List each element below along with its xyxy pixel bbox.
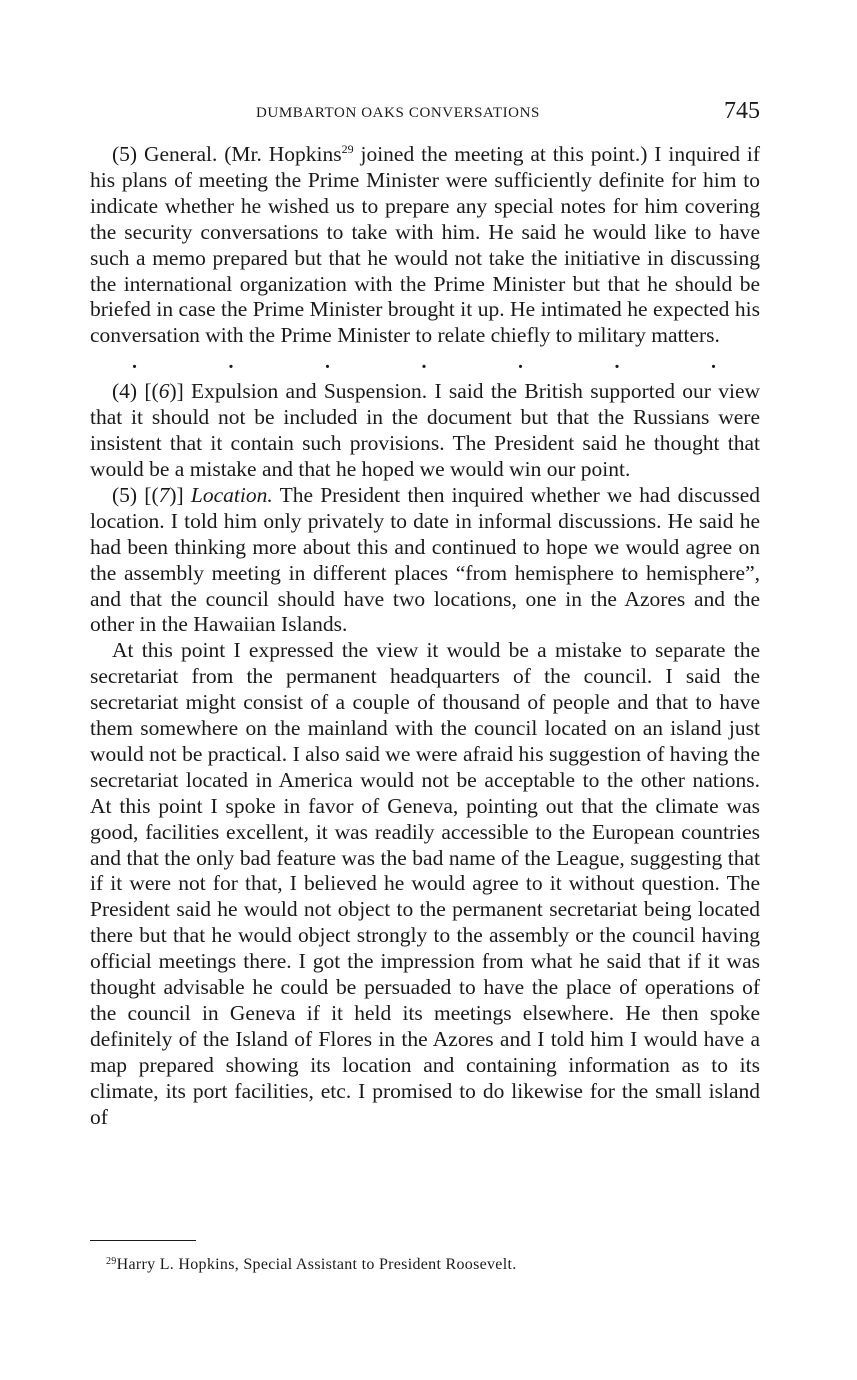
omission-dot: . bbox=[228, 351, 234, 374]
page-header bbox=[90, 98, 760, 128]
omission-dot: . bbox=[132, 351, 137, 374]
paragraph-location bbox=[90, 483, 760, 638]
paragraph-location-bracket: )] bbox=[169, 482, 191, 507]
paragraph-location-lead: (5) [( bbox=[112, 482, 159, 507]
omission-dot: . bbox=[325, 351, 330, 374]
omission-dots bbox=[90, 349, 760, 379]
running-head: DUMBARTON OAKS CONVERSATIONS bbox=[256, 105, 540, 121]
footnote-mark: 29 bbox=[106, 1256, 117, 1267]
footnote-reference: 29 bbox=[341, 142, 354, 156]
footnote bbox=[106, 1256, 517, 1274]
footnote-text: Harry L. Hopkins, Special Assistant to President Roosevelt. bbox=[116, 1256, 517, 1273]
paragraph-expulsion-lead: (4) [( bbox=[112, 379, 159, 404]
omission-dot: . bbox=[518, 351, 523, 374]
omission-dot: . bbox=[614, 351, 620, 374]
omission-dot: . bbox=[711, 351, 716, 374]
paragraph-expulsion-text: )] Expulsion and Suspension. I said the British supported our view that it should not be included in the document but that the Russians were insistent that it contain such provisions. The President said he thought that would be a mistake and that he hoped we would win our point. bbox=[90, 379, 761, 481]
body-text bbox=[90, 142, 760, 1131]
footnote-divider bbox=[90, 1240, 196, 1241]
paragraph-location-text: The President then inquired whether we had discussed location. I told him only privately to date in informal discussions. He said he had been thinking more about this and continued to hope we would agree on the assembly meeting in different places “from hemisphere to hemisphere”, and that the council should have two locations, one in the Azores and the other in the Hawaiian Islands. bbox=[90, 482, 760, 637]
page-number: 745 bbox=[724, 98, 760, 124]
paragraph-location-title: Location. bbox=[190, 482, 273, 507]
paragraph-expulsion-number: 6 bbox=[158, 379, 170, 404]
paragraph-secretariat: At this point I expressed the view it would be a mistake to separate the secretariat from the permanent headquarters of the council. I said the secretariat might consist of a couple of thousand of people and that to have them somewhere on the mainland with the council located on an island just would not be practical. I also said we were afraid his suggestion of having the secretariat located in America would not be acceptable to the other nations. At this point I spoke in favor of Geneva, pointing out that the climate was good, facilities excellent, it was readily accessible to the European countries and that the only bad feature was the bad name of the League, suggesting that if it were not for that, I believed he would agree to it without question. The President said he would not object to the permanent secretariat being located there but that he would object strongly to the assembly or the council having official meetings there. I got the impression from what he said that if it was thought advisable he could be persuaded to have the place of operations of the council in Geneva if it held its meetings elsewhere. He then spoke definitely of the Island of Flores in the Azores and I told him I would have a map prepared showing its location and containing information as to its climate, its port facilities, etc. I promised to do likewise for the small island of bbox=[90, 638, 760, 1129]
paragraph-general-text: joined the meeting at this point.) I inquired if his plans of meeting the Prime Minister were sufficiently definite for him to indicate whether he wished us to prepare any special notes for him covering the security conversations to take with him. He said he would like to have such a memo prepared but that he would not take the initiative in discussing the international organization with the Prime Minister but that he should be briefed in case the Prime Minister brought it up. He intimated he expected his conversation with the Prime Minister to relate chiefly to military matters. bbox=[90, 142, 760, 348]
paragraph-location-number: 7 bbox=[158, 482, 170, 507]
omission-dot: . bbox=[421, 351, 427, 374]
paragraph-general bbox=[90, 142, 760, 349]
paragraph-expulsion bbox=[90, 379, 760, 483]
paragraph-general-lead: (5) General. (Mr. Hopkins bbox=[112, 142, 342, 166]
